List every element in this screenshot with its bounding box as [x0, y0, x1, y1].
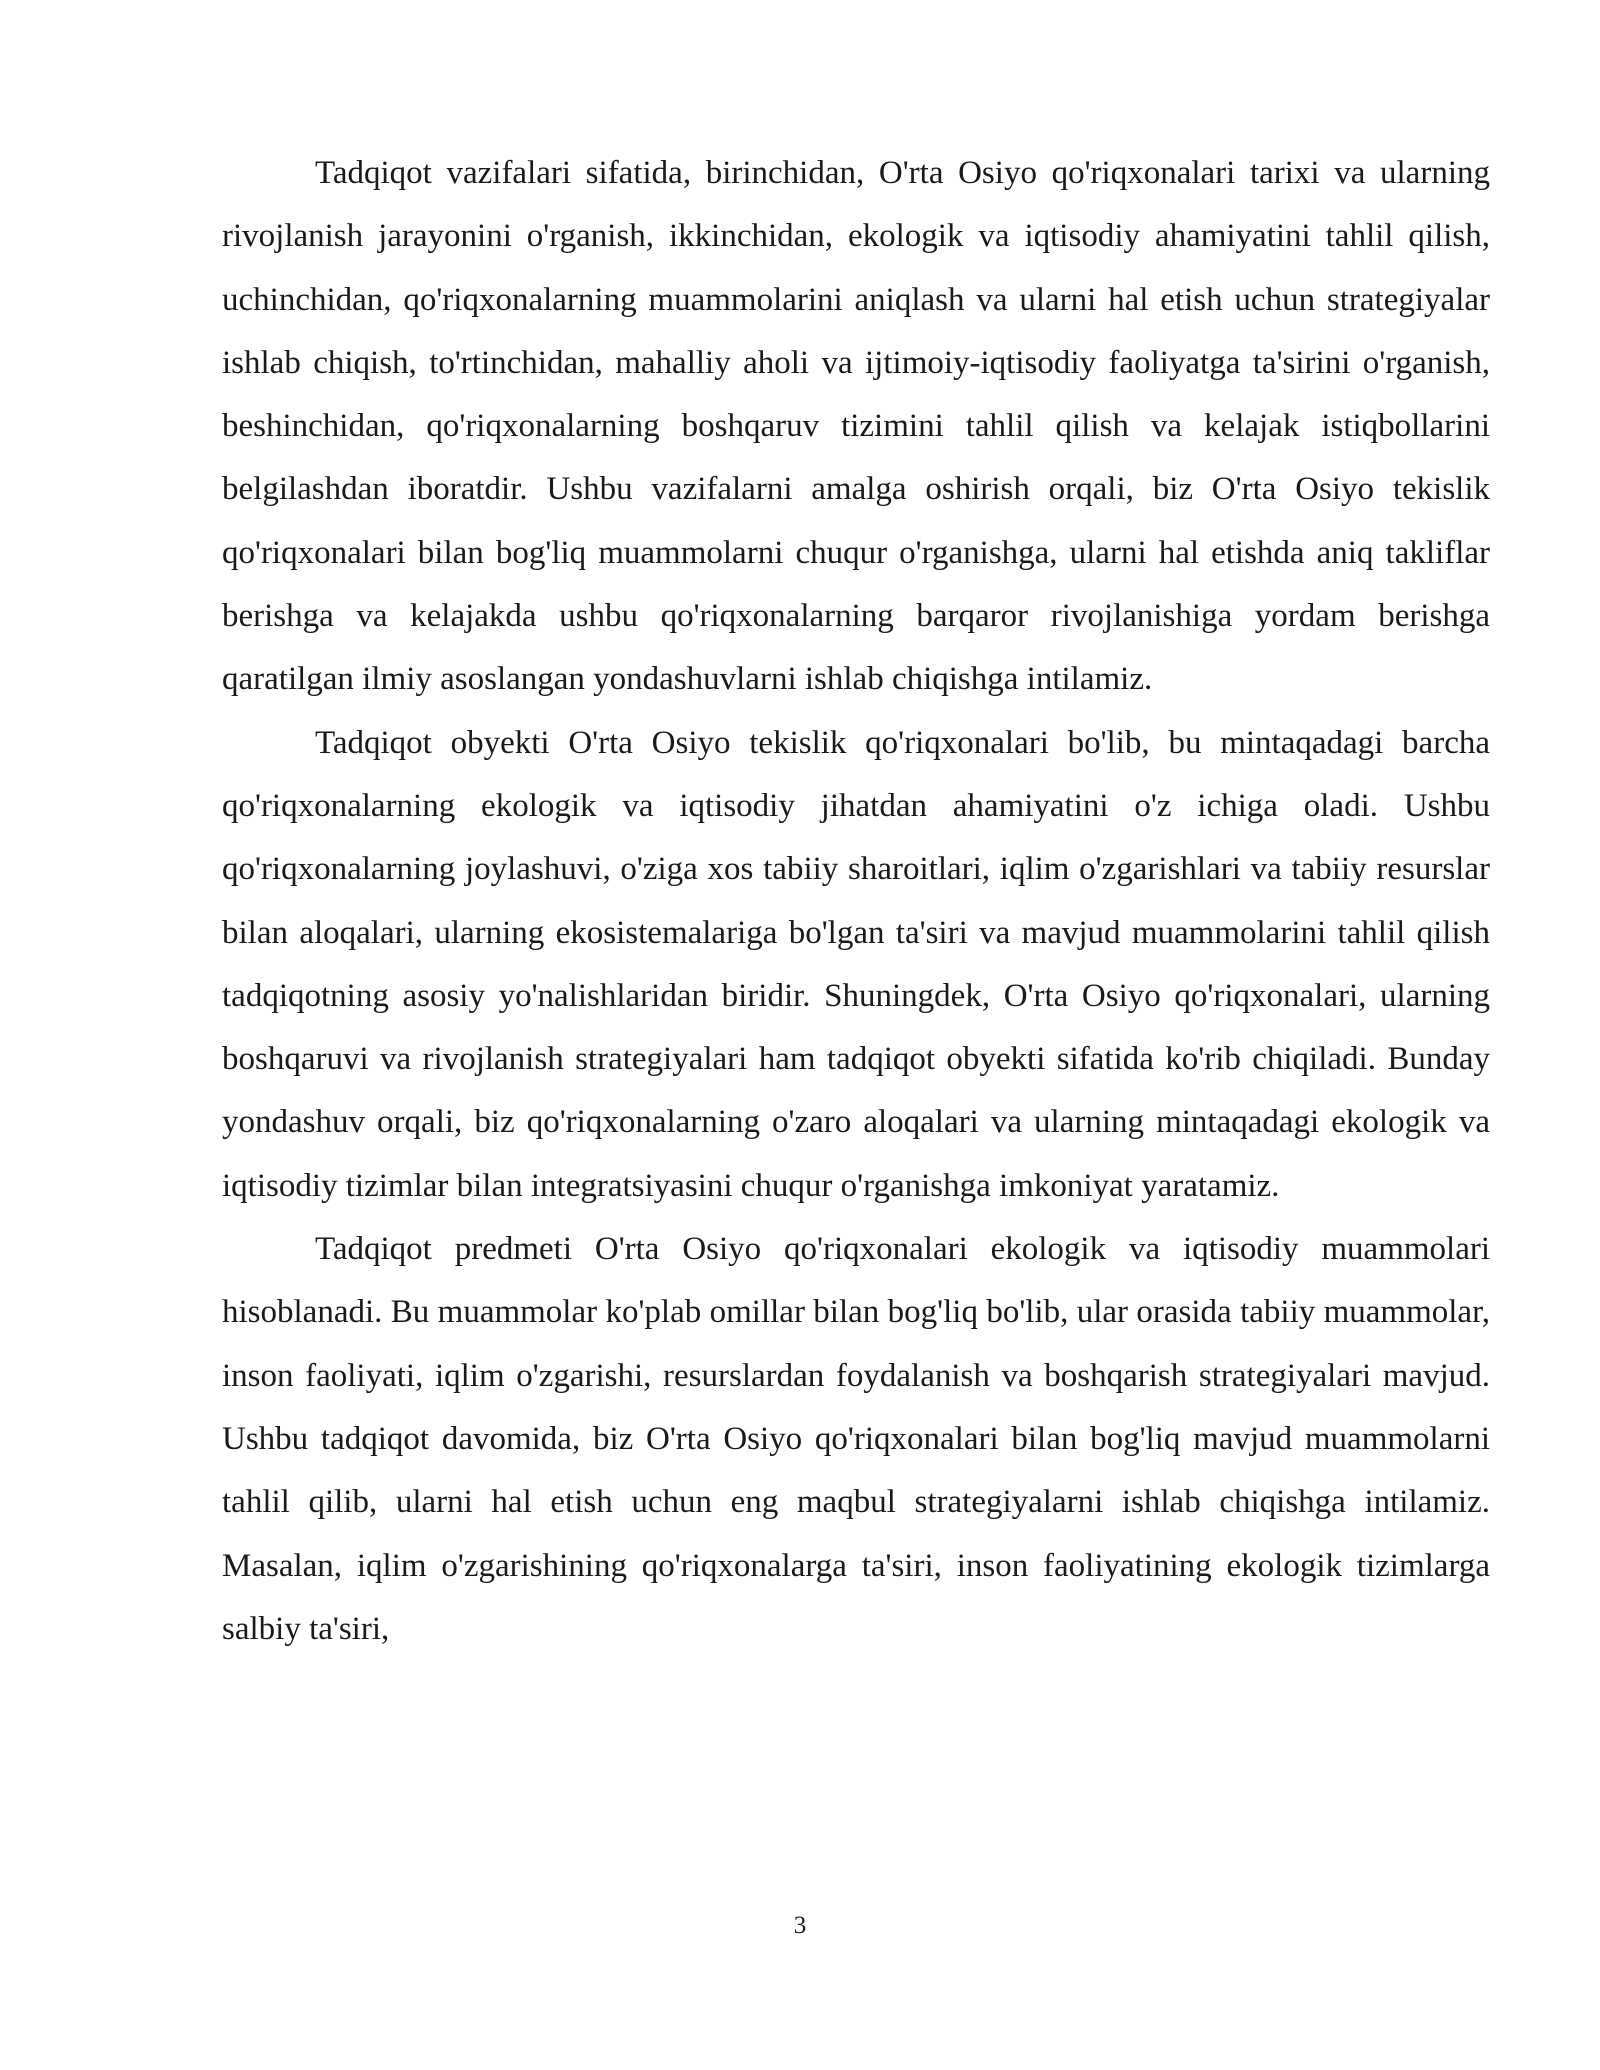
paragraph-object: Tadqiqot obyekti O'rta Osiyo tekislik qo'riqxonalari bo'lib, bu mintaqadagi barcha qo'riqxonalarning ekologik va iqtisodiy jihatdan ahamiyatini o'z ichiga oladi. Ushbu qo'riqxonalarning joylashuvi, o'ziga xos tabiiy sharoitlari, iqlim o'zgarishlari va tabiiy resurslar bilan aloqalari, ularning ekosistemalariga bo'lgan ta'siri va mavjud muammolarini tahlil qilish tadqiqotning asosiy yo'nalishlaridan biridir. Shuningdek, O'rta Osiyo qo'riqxonalari, ularning boshqaruvi va rivojlanish strategiyalari ham tadqiqot obyekti sifatida ko'rib chiqiladi. Bunday yondashuv orqali, biz qo'riqxonalarning o'zaro aloqalari va ularning mintaqadagi ekologik va iqtisodiy tizimlar bilan integratsiyasini chuqur o'rganishga imkoniyat yaratamiz.: [222, 724, 1490, 1204]
page-number: 3: [793, 1912, 807, 1939]
body-text: [222, 142, 1490, 1661]
paragraph-subject: Tadqiqot predmeti O'rta Osiyo qo'riqxonalari ekologik va iqtisodiy muammolari hisoblanadi. Bu muammolar ko'plab omillar bilan bog'liq bo'lib, ular orasida tabiiy muammolar, inson faoliyati, iqlim o'zgarishi, resurslardan foydalanish va boshqarish strategiyalari mavjud. Ushbu tadqiqot davomida, biz O'rta Osiyo qo'riqxonalari bilan bog'liq mavjud muammolarni tahlil qilib, ularni hal etish uchun eng maqbul strategiyalarni ishlab chiqishga intilamiz. Masalan, iqlim o'zgarishining qo'riqxonalarga ta'siri, inson faoliyatining ekologik tizimlarga salbiy ta'siri,: [222, 1231, 1490, 1647]
paragraph-tasks: Tadqiqot vazifalari sifatida, birinchidan, O'rta Osiyo qo'riqxonalari tarixi va ularning rivojlanish jarayonini o'rganish, ikkinchidan, ekologik va iqtisodiy ahamiyatini tahlil qilish, uchinchidan, qo'riqxonalarning muammolarini aniqlash va ularni hal etish uchun strategiyalar ishlab chiqish, to'rtinchidan, mahalliy aholi va ijtimoiy-iqtisodiy faoliyatga ta'sirini o'rganish, beshinchidan, qo'riqxonalarning boshqaruv tizimini tahlil qilish va kelajak istiqbollarini belgilashdan iboratdir. Ushbu vazifalarni amalga oshirish orqali, biz O'rta Osiyo tekislik qo'riqxonalari bilan bog'liq muammolarni chuqur o'rganishga, ularni hal etishda aniq takliflar berishga va kelajakda ushbu qo'riqxonalarning barqaror rivojlanishiga yordam berishga qaratilgan ilmiy asoslangan yondashuvlarni ishlab chiqishga intilamiz.: [222, 155, 1490, 698]
